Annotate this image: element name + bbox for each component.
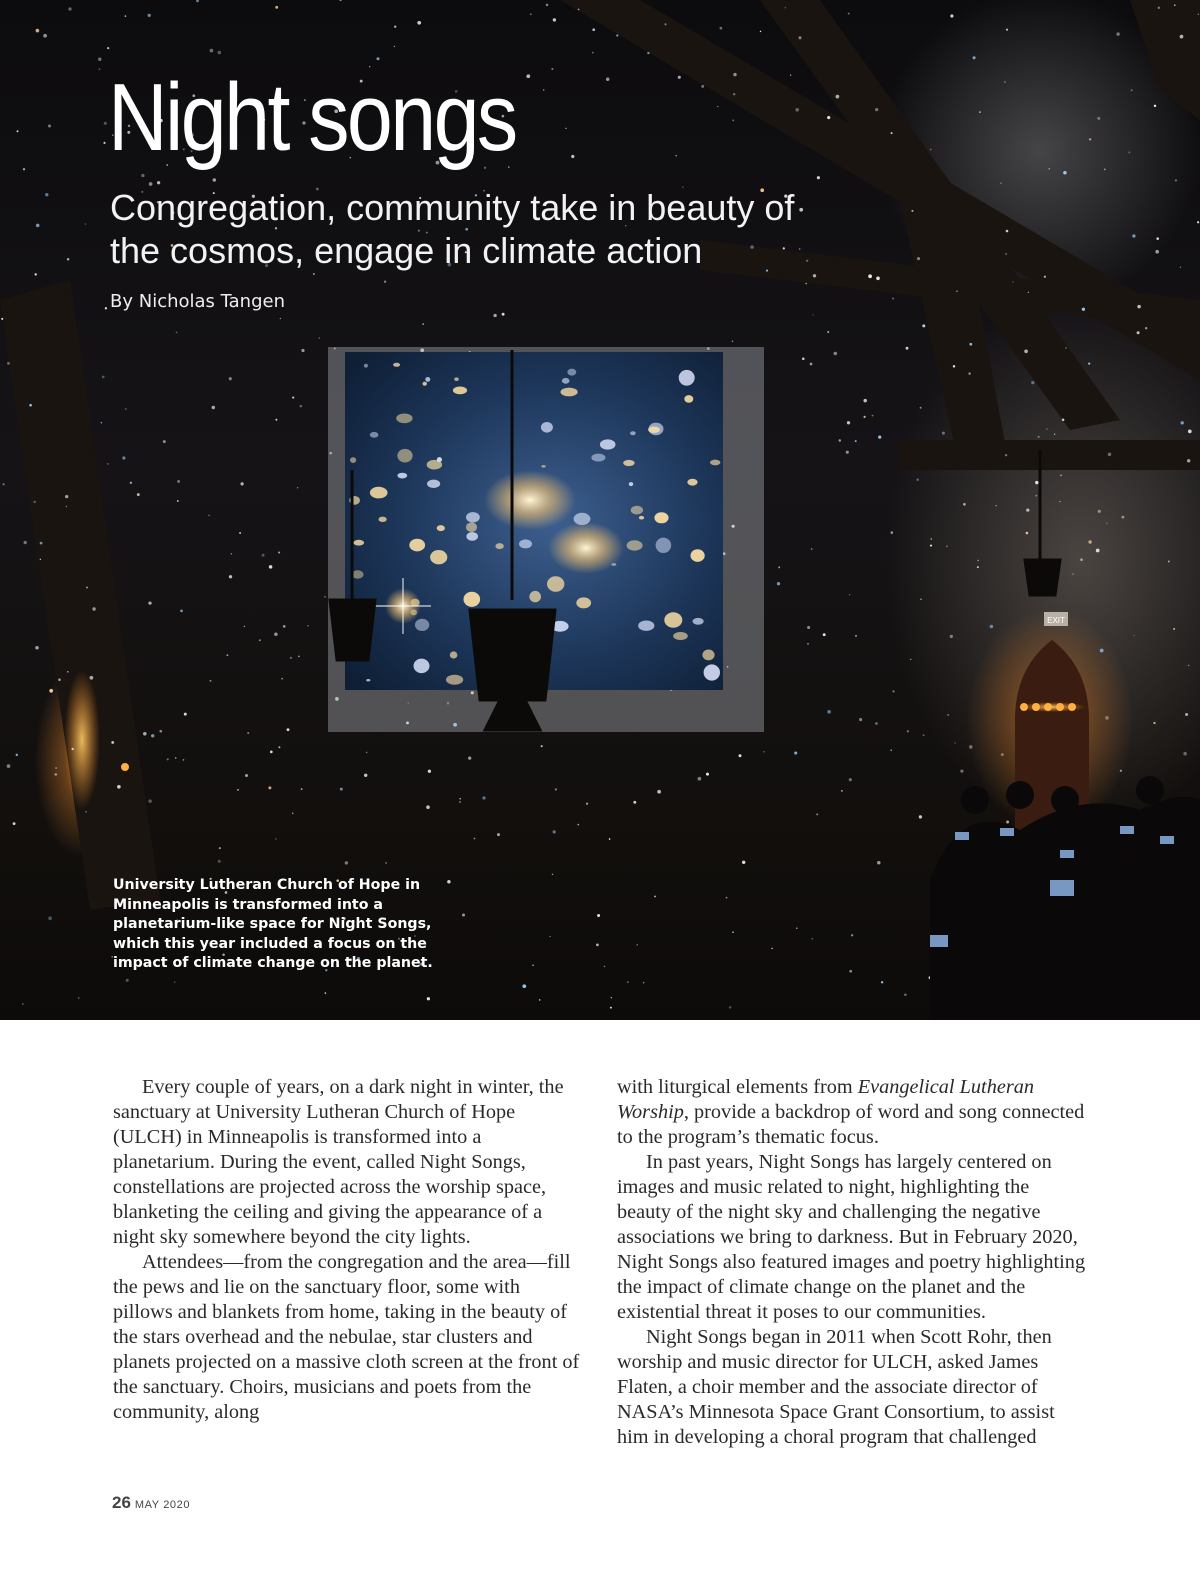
deck: Congregation, community take in beauty of the cosmos, engage in climate action [110, 187, 795, 271]
paragraph: Attendees—from the congregation and the area—fill the pews and lie on the sanctuary floor, some with pillows and blankets from home, taking in the beauty of the stars overhead and the nebulae, star clusters and planets projected on a massive cloth screen at the front of the sanctuary. Choirs, musicians and poets from the community, along [113, 1251, 580, 1423]
body-column-right [617, 1075, 1087, 1450]
exit-sign-text: EXIT [1047, 616, 1065, 625]
body-column-left [113, 1075, 583, 1425]
photo-caption: University Lutheran Church of Hope in Minneapolis is transformed into a planetarium-like space for Night Songs, which this year included a focus on the impact of climate change on the planet. [113, 877, 433, 972]
paragraph: In past years, Night Songs has largely centered on images and music related to night, highlighting the beauty of the night sky and challenging the negative associations we bring to darkness. But in February 2020, Night Songs also featured images and poetry highlighting the impact of climate change on the planet and the existential threat it poses to our communities. [617, 1151, 1086, 1323]
paragraph: Night Songs began in 2011 when Scott Rohr, then worship and music director for ULCH, asked James Flaten, a choir member and the associate director of NASA’s Minnesota Space Grant Consortium, to assist him in developing a choral program that challenged [617, 1326, 1055, 1448]
byline: By Nicholas Tangen [110, 291, 285, 312]
choir-silhouettes [930, 776, 1200, 1020]
issue-date: MAY 2020 [134, 1499, 191, 1511]
page-number: 26 [112, 1493, 131, 1512]
book-title: Evangelical Lutheran Worship [617, 1076, 1035, 1123]
folio [112, 1493, 190, 1513]
paragraph-text: , provide a backdrop of word and song connected to the program’s thematic focus. [617, 1101, 1085, 1148]
paragraph: Every couple of years, on a dark night in winter, the sanctuary at University Lutheran Church of Hope (ULCH) in Minneapolis is transformed into a planetarium. During the event, called Night Songs, constellations are projected across the worship space, blanketing the ceiling and giving the appearance of a night sky somewhere beyond the city lights. [113, 1076, 564, 1248]
wall-sconce [64, 670, 100, 810]
candle-light [121, 763, 129, 771]
headline: Night songs [108, 64, 516, 171]
paragraph-text: with liturgical elements from [617, 1076, 858, 1098]
paragraph [617, 1075, 1087, 1150]
